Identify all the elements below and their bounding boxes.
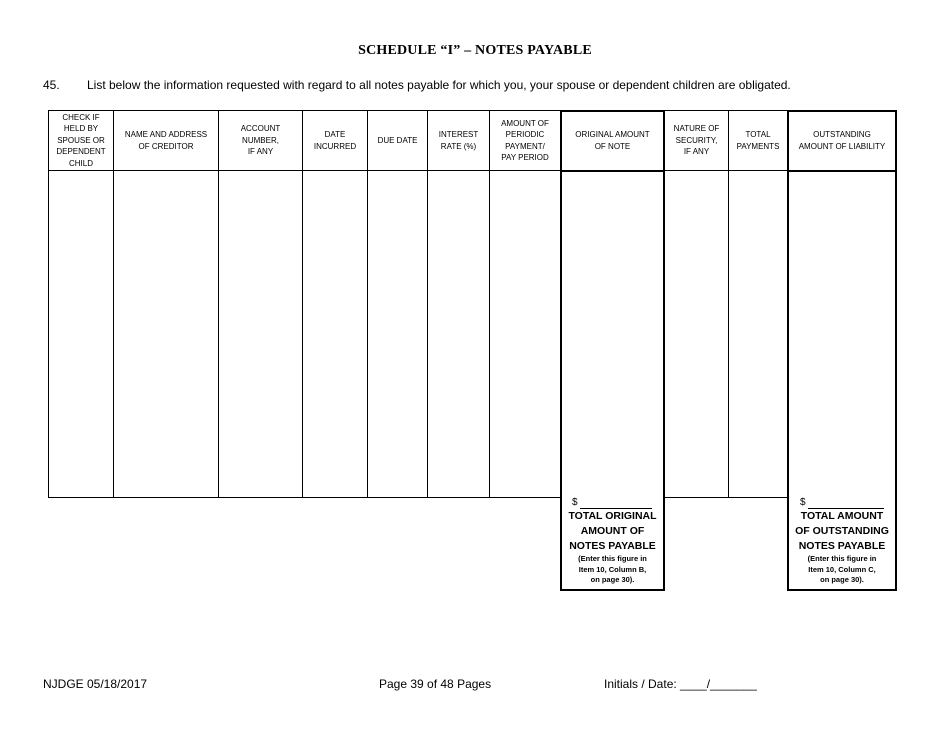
col-header-check-held-by: CHECK IF HELD BY SPOUSE OR DEPENDENT CHILD bbox=[56, 112, 106, 168]
question-text: List below the information requested with regard to all notes payable for which you, your spouse or dependent children are obligated. bbox=[87, 78, 791, 92]
cell-periodic-payment[interactable] bbox=[490, 171, 560, 497]
cell-original-amount[interactable] bbox=[562, 172, 663, 497]
cell-due-date[interactable] bbox=[368, 171, 427, 497]
cell-total-payments[interactable] bbox=[729, 171, 787, 497]
cell-nature-of-security[interactable] bbox=[664, 171, 728, 497]
col-header-date-incurred: DATE INCURRED bbox=[313, 130, 357, 151]
col-header-original-amount: ORIGINAL AMOUNT OF NOTE bbox=[575, 130, 650, 151]
table-right-border bbox=[895, 110, 896, 170]
cell-outstanding-amount[interactable] bbox=[789, 172, 895, 497]
table-bottom-border-middle bbox=[663, 497, 789, 498]
cell-check-held-by[interactable] bbox=[49, 171, 113, 497]
page-number: Page 39 of 48 Pages bbox=[379, 677, 492, 691]
col-header-nature-of-security: NATURE OF SECURITY, IF ANY bbox=[673, 124, 720, 157]
col-header-interest-rate: INTEREST RATE (%) bbox=[438, 130, 479, 151]
form-id: NJDGE 05/18/2017 bbox=[43, 677, 148, 691]
total-original-box bbox=[562, 497, 663, 589]
col-header-due-date: DUE DATE bbox=[377, 135, 418, 145]
total-outstanding-note: (Enter this figure in Item 10, Column C, on page 30). bbox=[807, 554, 877, 584]
cell-account-number[interactable] bbox=[219, 171, 302, 497]
total-original-currency: $ bbox=[572, 497, 578, 508]
total-original-label: TOTAL ORIGINAL AMOUNT OF NOTES PAYABLE bbox=[568, 510, 657, 552]
cell-creditor[interactable] bbox=[114, 171, 218, 497]
schedule-title: SCHEDULE “I” – NOTES PAYABLE bbox=[358, 43, 592, 58]
col-header-periodic-payment: AMOUNT OF PERIODIC PAYMENT/ PAY PERIOD bbox=[501, 118, 549, 162]
col-header-account-number: ACCOUNT NUMBER, IF ANY bbox=[240, 124, 281, 157]
col-header-total-payments: TOTAL PAYMENTS bbox=[736, 130, 780, 151]
col-header-outstanding-amount: OUTSTANDING AMOUNT OF LIABILITY bbox=[798, 130, 886, 151]
question-number: 45. bbox=[43, 78, 60, 92]
table-bottom-border-left bbox=[48, 497, 562, 498]
initials-date[interactable]: Initials / Date: ____/_______ bbox=[604, 677, 757, 691]
cell-interest-rate[interactable] bbox=[428, 171, 489, 497]
total-outstanding-box bbox=[789, 497, 895, 589]
total-outstanding-label: TOTAL AMOUNT OF OUTSTANDING NOTES PAYABLE bbox=[795, 510, 889, 552]
total-outstanding-currency: $ bbox=[800, 497, 806, 508]
col-header-creditor: NAME AND ADDRESS OF CREDITOR bbox=[124, 130, 208, 151]
total-original-note: (Enter this figure in Item 10, Column B, on page 30). bbox=[578, 554, 647, 584]
cell-date-incurred[interactable] bbox=[303, 171, 367, 497]
